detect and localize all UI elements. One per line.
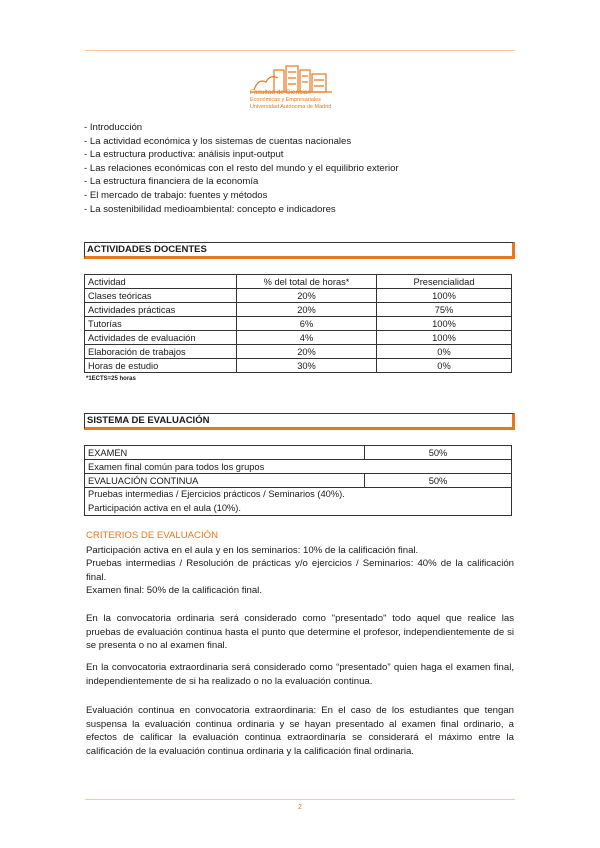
topic-item: - Introducción: [84, 122, 143, 133]
table-row: [85, 331, 512, 345]
page-number: 2: [298, 804, 302, 811]
table-cell: Actividades de evaluación: [85, 331, 237, 345]
criterios-paragraph: Participación activa en el aula y en los seminarios: 10% de la calificación final.: [86, 545, 419, 556]
table-header: Actividad: [85, 275, 237, 289]
topics-list: [84, 121, 399, 216]
actividades-table: [84, 274, 512, 373]
table-cell: 20%: [237, 303, 377, 317]
table-cell: 20%: [237, 345, 377, 359]
table-cell: Clases teóricas: [85, 289, 237, 303]
ects-note: *1ECTS=25 horas: [86, 376, 136, 382]
criterios-paragraph: En la convocatoria extraordinaria será considerado como “presentado” quien haga el examen final, independientemente de si ha realizado o no la evaluación continua.: [86, 662, 514, 687]
table-row: [85, 317, 512, 331]
criterios-paragraph: Pruebas intermedias / Resolución de prácticas y/o ejercicios / Seminarios: 40% de la calificación final.: [86, 558, 514, 583]
table-cell: 30%: [237, 359, 377, 373]
table-header-row: [85, 275, 512, 289]
continua-value: 50%: [365, 474, 512, 488]
table-row: [85, 359, 512, 373]
criterios-paragraph: En la convocatoria ordinaria será considerado como "presentado" todo aquel que realice las pruebas de evaluación continua hasta el punto que determine el profesor, independientemente de si se presenta o no al examen final.: [86, 613, 514, 652]
logo-text-line2: Económicas y Empresariales: [250, 97, 321, 103]
continua-description: [85, 488, 512, 516]
continua-label: EVALUACIÓN CONTINUA: [85, 474, 365, 488]
examen-label: EXAMEN: [85, 446, 365, 460]
table-row: [85, 345, 512, 359]
table-row: [85, 488, 512, 516]
footer-rule: [85, 799, 515, 800]
examen-description: Examen final común para todos los grupos: [85, 460, 512, 474]
topic-item: - La actividad económica y los sistemas de cuentas nacionales: [84, 135, 352, 147]
criterios-title: CRITERIOS DE EVALUACIÓN: [86, 530, 219, 541]
table-cell: Tutorías: [85, 317, 237, 331]
table-cell: 4%: [237, 331, 377, 345]
table-cell: 0%: [377, 345, 512, 359]
criterios-paragraph: Evaluación continua en convocatoria extraordinaria: En el caso de los estudiantes que tengan suspensa la evaluación continua ordinaria y se hayan presentado al examen final ordinario, a efectos de calificar la evaluación continua extraordinaria se considerará el máximo entre la calificación de la evaluación continua ordinaria y la calificación final ordinaria.: [86, 705, 514, 757]
section-actividades-title: ACTIVIDADES DOCENTES: [84, 242, 515, 259]
table-cell: Elaboración de trabajos: [85, 345, 237, 359]
table-row: [85, 446, 512, 460]
table-cell: 100%: [377, 317, 512, 331]
evaluacion-table: [84, 445, 512, 516]
table-header: % del total de horas*: [237, 275, 377, 289]
criterios-paragraph: Examen final: 50% de la calificación final.: [86, 585, 262, 596]
table-cell: 6%: [237, 317, 377, 331]
table-cell: Actividades prácticas: [85, 303, 237, 317]
table-header: Presencialidad: [377, 275, 512, 289]
topic-item: - La estructura productiva: análisis input-output: [84, 149, 284, 161]
table-cell: Horas de estudio: [85, 359, 237, 373]
table-cell: 0%: [377, 359, 512, 373]
topic-item: - El mercado de trabajo: fuentes y métodos: [84, 189, 268, 201]
continua-description-line1: Pruebas intermedias / Ejercicios prácticos / Seminarios (40%).: [88, 489, 345, 499]
topic-item: - Las relaciones económicas con el resto del mundo y el equilibrio exterior: [84, 162, 399, 174]
table-cell: 100%: [377, 331, 512, 345]
topic-item: - La estructura financiera de la economía: [84, 176, 259, 188]
table-row: [85, 303, 512, 317]
topic-item: - La sostenibilidad medioambiental: concepto e indicadores: [84, 203, 336, 215]
table-row: [85, 474, 512, 488]
logo-text-line1: Facultad de Ciencias: [250, 89, 311, 96]
continua-description-line2: Participación activa en el aula (10%).: [88, 502, 241, 513]
table-cell: 100%: [377, 289, 512, 303]
logo-text-line3: Universidad Autónoma de Madrid: [250, 104, 332, 110]
table-cell: 20%: [237, 289, 377, 303]
table-row: [85, 289, 512, 303]
header-rule: [85, 50, 515, 51]
examen-value: 50%: [365, 446, 512, 460]
table-row: [85, 460, 512, 474]
section-evaluacion-title: SISTEMA DE EVALUACIÓN: [84, 413, 515, 430]
table-cell: 75%: [377, 303, 512, 317]
